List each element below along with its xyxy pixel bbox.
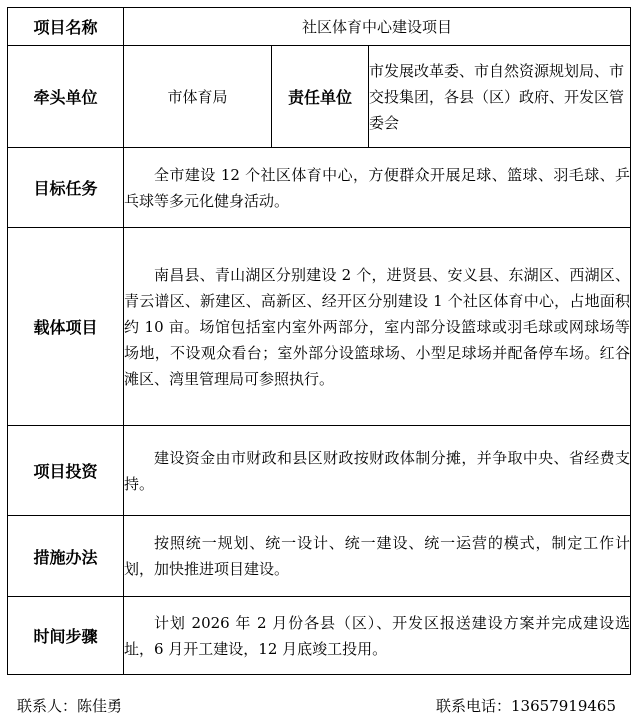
timeline-value: 计划 2026 年 2 月份各县（区）、开发区报送建设方案并完成建设选址，6 月开工建设，12 月底竣工投用。 bbox=[124, 613, 631, 658]
measures-value: 按照统一规划、统一设计、统一建设、统一运营的模式，制定工作计划，加快推进项目建设。 bbox=[124, 534, 631, 578]
investment-value: 建设资金由市财政和县区财政按财政体制分摊，并争取中央、省经费支持。 bbox=[124, 448, 631, 493]
row-carrier bbox=[8, 228, 631, 426]
goal-value: 全市建设 12 个社区体育中心，方便群众开展足球、篮球、羽毛球、乒乓球等多元化健身活动。 bbox=[124, 165, 631, 210]
measures-label: 措施办法 bbox=[8, 516, 124, 597]
goal-cell bbox=[124, 148, 631, 228]
carrier-cell bbox=[124, 228, 631, 426]
responsible-unit-value: 市发展改革委、市自然资源规划局、市交投集团，各县（区）政府、开发区管委会 bbox=[369, 46, 631, 148]
row-measures bbox=[8, 516, 631, 597]
responsible-unit-label: 责任单位 bbox=[272, 46, 369, 148]
lead-unit-value: 市体育局 bbox=[124, 46, 272, 148]
carrier-value: 南昌县、青山湖区分别建设 2 个，进贤县、安义县、东湖区、西湖区、青云谱区、新建区、高新区、经开区分别建设 1 个社区体育中心，占地面积约 10 亩。场馆包括室内室外两部分，室内部分设篮球或羽毛球或网球场等场地，不设观众看台；室外部分设篮球场、小型足球场并配备停车场。红谷滩区、湾里管理局可参照执行。 bbox=[124, 265, 631, 388]
row-goal bbox=[8, 148, 631, 228]
project-name-value: 社区体育中心建设项目 bbox=[124, 8, 631, 46]
investment-cell bbox=[124, 426, 631, 516]
timeline-label: 时间步骤 bbox=[8, 597, 124, 675]
carrier-label: 载体项目 bbox=[8, 228, 124, 426]
lead-unit-label: 牵头单位 bbox=[8, 46, 124, 148]
investment-label: 项目投资 bbox=[8, 426, 124, 516]
goal-label: 目标任务 bbox=[8, 148, 124, 228]
row-timeline bbox=[8, 597, 631, 675]
contact-phone: 联系电话：13657919465 bbox=[436, 697, 616, 715]
row-investment bbox=[8, 426, 631, 516]
project-table bbox=[7, 7, 631, 675]
row-project-name bbox=[8, 8, 631, 46]
measures-cell bbox=[124, 516, 631, 597]
contact-person: 联系人：陈佳勇 bbox=[17, 697, 123, 715]
row-units bbox=[8, 46, 631, 148]
project-name-label: 项目名称 bbox=[8, 8, 124, 46]
timeline-cell bbox=[124, 597, 631, 675]
